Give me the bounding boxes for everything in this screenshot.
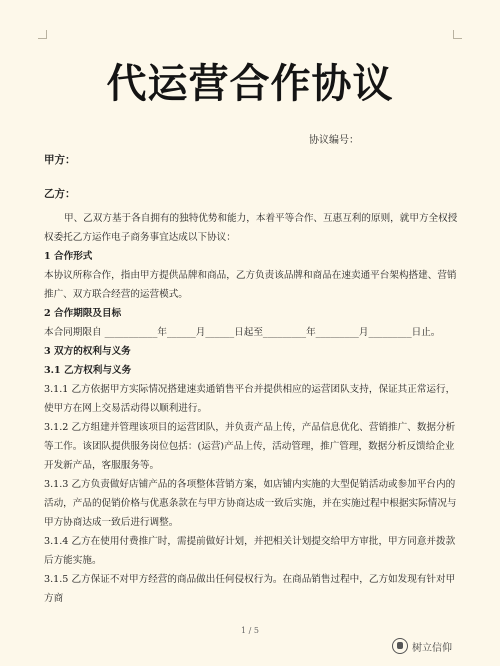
sub-heading-3-1: 3.1 乙方权利与义务 <box>44 365 132 376</box>
party-a-label: 甲方： <box>44 154 76 166</box>
clause-3-1-4: 3.1.4 乙方在使用付费推广时，需提前做好计划，并把相关计划提交给甲方审批，甲方同意并拨款后方能实施。 <box>44 536 456 566</box>
section-heading-1: 1 合作形式 <box>44 251 93 262</box>
section-heading-2: 2 合作期限及目标 <box>44 308 122 319</box>
clause-3-1-3: 3.1.3 乙方负责做好店铺产品的各项整体营销方案，如店铺内实施的大型促销活动或参加平台内的活动，产品的促销价格与优惠条款在与甲方协商达成一致后实施，并在实施过程中根据实际情况与甲方协商达成一致后进行调整。 <box>44 479 457 528</box>
crop-mark-top-right <box>453 30 462 39</box>
party-b-label: 乙方： <box>44 188 76 200</box>
clause-3-1-1: 3.1.1 乙方依据甲方实际情况搭建速卖通销售平台并提供相应的运营团队支持，保证其正常运行，使甲方在网上交易活动得以顺利进行。 <box>44 384 456 414</box>
clause-3-1-5: 3.1.5 乙方保证不对甲方经营的商品做出任何侵权行为。在商品销售过程中，乙方如发现有针对甲方商 <box>44 574 456 604</box>
watermark <box>392 636 452 656</box>
section-heading-3: 3 双方的权利与义务 <box>44 346 131 357</box>
clause-3-1-2: 3.1.2 乙方组建并管理该项目的运营团队，并负责产品上传，产品信息优化、营销推广、数据分析等工作。该团队提供服务岗位包括：(运营)产品上传，活动管理，推广管理，数据分析反馈给企业开发新产品，客服服务等。 <box>44 422 456 471</box>
crop-mark-top-left <box>38 30 47 39</box>
page-indicator: 1 / 5 <box>241 626 259 635</box>
watermark-text: 树立信仰 <box>412 642 452 654</box>
agreement-number-label: 协议编号： <box>309 135 359 146</box>
document-body <box>44 209 460 608</box>
watermark-logo-icon <box>392 638 408 654</box>
intro-paragraph: 甲、乙双方基于各自拥有的独特优势和能力，本着平等合作、互惠互利的原则，就甲方全权授权委托乙方运作电子商务事宜达成以下协议： <box>44 213 458 243</box>
section-text-1: 本协议所称合作，指由甲方提供品牌和商品，乙方负责该品牌和商品在速卖通平台架构搭建、营销推广、双方联合经营的运营模式。 <box>44 270 457 300</box>
document-title: 代运营合作协议 <box>106 61 394 107</box>
section-text-2: 本合同期限自 ___________年______月______日起至_________年_________月_________日止。 <box>44 327 441 338</box>
